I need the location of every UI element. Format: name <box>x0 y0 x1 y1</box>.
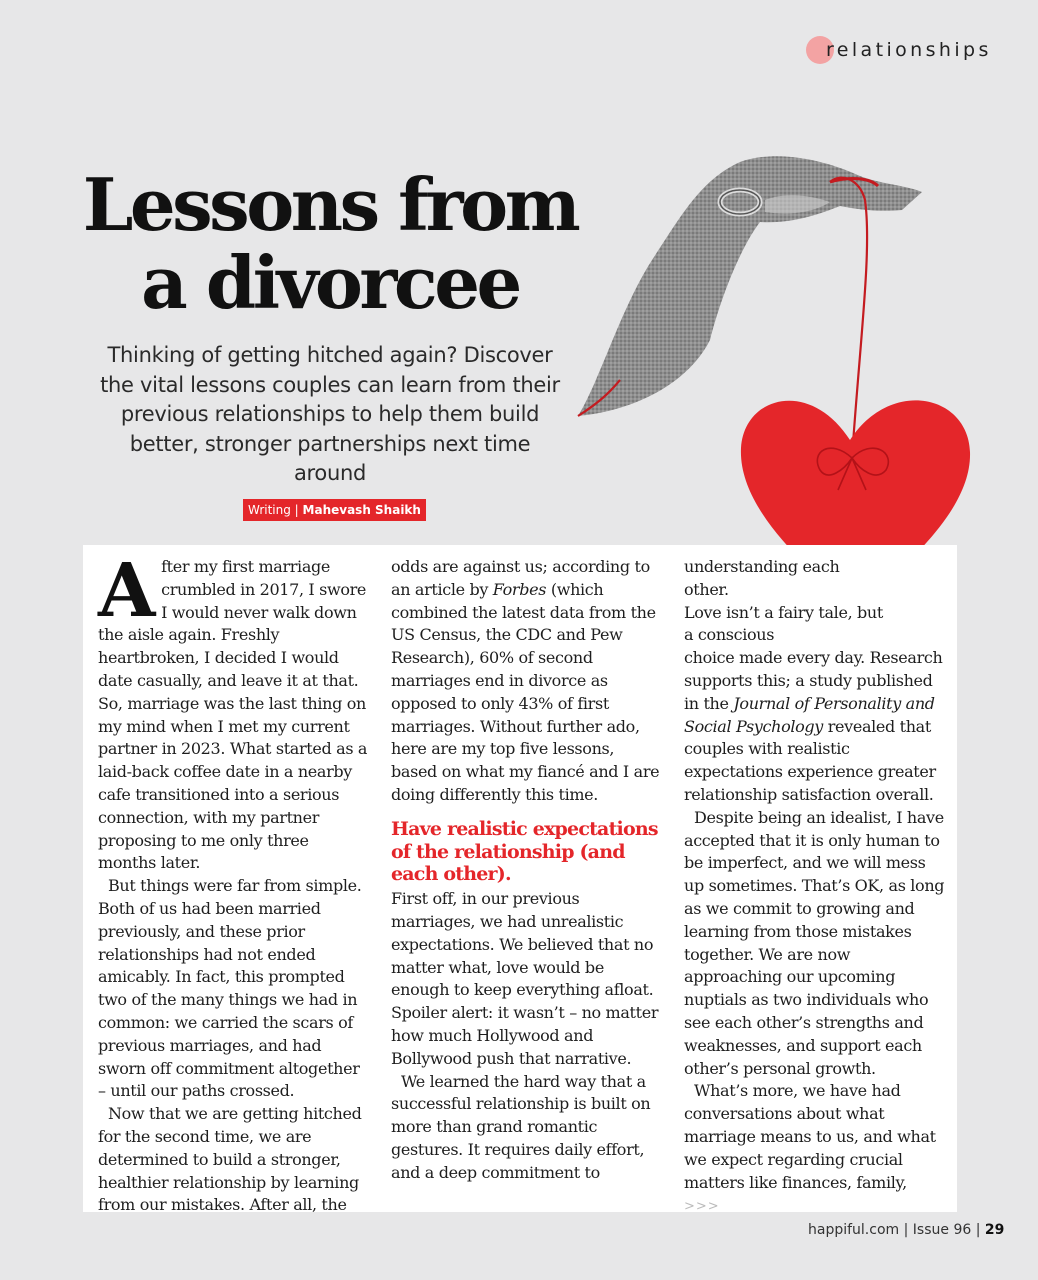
footer-issue: Issue 96 <box>912 1222 972 1238</box>
byline-author: Mahevash Shaikh <box>302 503 421 517</box>
subheading: Have realistic expectations of the relationship (and each other). <box>391 817 658 886</box>
byline: Writing | Mahevash Shaikh <box>243 499 426 521</box>
paragraph-5: First off, in our previous marriages, we had unrealistic expectations. We believed that no matter what, love would be enough to keep everything afloat. Spoiler alert: it wasn’t – no matter how much Hollywood and Bollywood push that narrative. <box>391 889 659 1068</box>
paragraph-2: But things were far from simple. Both of us had been married previously, and these prior relationships had not ended amicably. In fact, this prompted two of the many things we had in common: we carried the scars of previous marriages, and had sworn off commitment altogether – until our paths crossed. <box>98 876 362 1101</box>
page-number: 29 <box>984 1222 1005 1238</box>
paragraph-7a: understanding each other. <box>684 557 840 599</box>
paragraph-1 <box>98 548 368 875</box>
paragraph-9 <box>684 1080 946 1219</box>
paragraph-9-text: What’s more, we have had conversations about what marriage means to us, and what we expect regarding crucial matters like finances, family, <box>684 1081 936 1192</box>
journal-name: Journal of Personality and Social Psychology <box>684 693 935 736</box>
page-footer: happiful.com | Issue 96 | 29 <box>808 1222 1005 1238</box>
section-label: relationships <box>826 39 992 61</box>
paragraph-7-text-a: choice made every day. Research supports this; a study published in the <box>684 648 943 713</box>
article-body <box>83 545 957 1215</box>
paragraph-6: We learned the hard way that a successful relationship is built on more than grand romantic gestures. It requires daily effort, and a deep commitment to <box>391 1071 651 1182</box>
paragraph-1-text: fter my first marriage crumbled in 2017, I swore I would never walk down the aisle again. Freshly heartbroken, I decided I would date casually, and leave it at that. So, marriage was the last thing on my mind when I met my current partner in 2023. What started as a laid-back coffee date in a nearby cafe transitioned into a serious connection, with my partner proposing to me only three months later. <box>98 557 368 873</box>
article-column-2 <box>391 556 661 1185</box>
headline-line-2: a divorcee <box>141 240 519 325</box>
article-column-3 <box>684 556 946 1219</box>
headline-line-1: Lessons from <box>82 162 578 247</box>
continue-marker: >>> <box>684 1199 720 1215</box>
paragraph-4-text-b: (which combined the latest data from the US Census, the CDC and Pew Research), 60% of second marriages end in divorce as opposed to only 43% of first marriages. Without further ado, here are my top five lessons, based on what my fiancé and I are doing differently this time. <box>391 579 660 804</box>
publication-name: Forbes <box>492 579 547 599</box>
article-column-1 <box>98 548 368 1217</box>
paragraph-7b: Love isn’t a fairy tale, but a conscious <box>684 602 883 645</box>
paragraph-7-text-b: revealed that couples with realistic expectations experience greater relationship satisfaction overall. <box>684 716 936 804</box>
hand-icon <box>578 156 922 416</box>
headline <box>40 162 620 325</box>
drop-cap: A <box>98 548 156 634</box>
paragraph-4-text-a: odds are against us; according to an article by <box>391 557 650 599</box>
paragraph-3: Now that we are getting hitched for the second time, we are determined to build a stronger, healthier relationship by learning from our mistakes. After all, the <box>98 1104 362 1215</box>
paragraph-4 <box>391 556 661 807</box>
paragraph-8: Despite being an idealist, I have accepted that it is only human to be imperfect, and we will mess up sometimes. That’s OK, as long as we commit to growing and learning from those mistakes together. We are now approaching our upcoming nuptials as two individuals who see each other’s strengths and weaknesses, and support each other’s personal growth. <box>684 807 945 1078</box>
byline-label: Writing <box>248 503 291 517</box>
paragraph-7c <box>684 647 946 807</box>
footer-site: happiful.com <box>808 1222 900 1238</box>
standfirst: Thinking of getting hitched again? Discover the vital lessons couples can learn from their previous relationships to help them build better, stronger partnerships next time around <box>100 343 560 485</box>
